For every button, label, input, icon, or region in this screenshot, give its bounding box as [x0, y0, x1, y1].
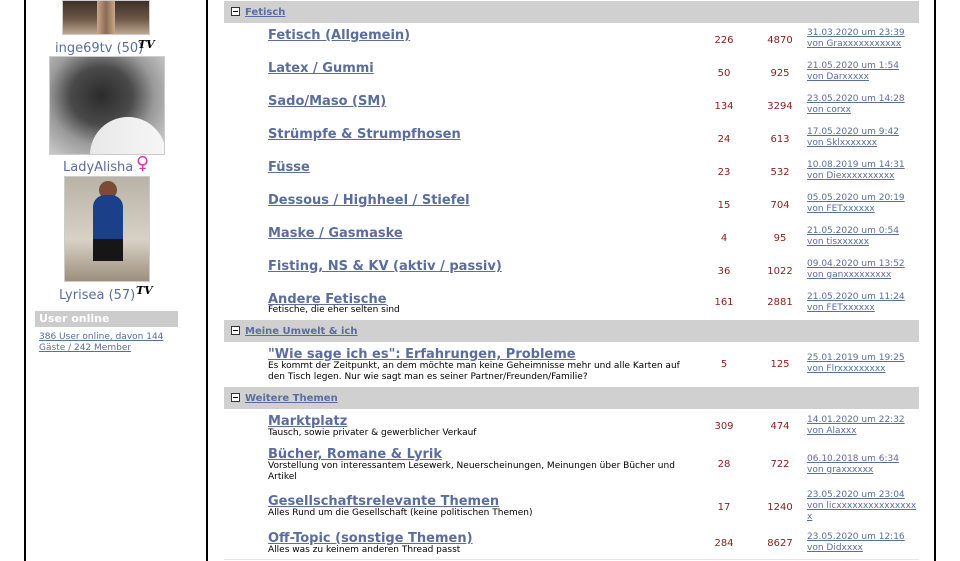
post-count: 704: [770, 200, 790, 211]
last-post-author[interactable]: von Alaxxx: [807, 426, 857, 436]
thread-count: 36: [717, 266, 731, 277]
last-post[interactable]: [807, 454, 919, 476]
forum-title-link[interactable]: Strümpfe & Strumpfhosen: [268, 127, 461, 142]
user-link-inge69tv[interactable]: inge69tv (50): [55, 41, 144, 56]
post-count: 532: [770, 167, 790, 178]
last-post-author[interactable]: von graxxxxxx: [807, 465, 874, 475]
user-online-link[interactable]: 386 User online, davon 144 Gäste / 242 Member: [39, 332, 164, 353]
post-count: 925: [770, 68, 790, 79]
row-divider: [224, 559, 919, 560]
last-post-date[interactable]: 21.05.2020 um 0:54: [807, 226, 899, 236]
last-post[interactable]: [807, 490, 917, 523]
post-count: 4870: [767, 35, 793, 46]
post-count: 474: [770, 421, 790, 432]
last-post[interactable]: [807, 532, 919, 554]
last-post-author[interactable]: von licxxxxxxxxxxxxxxxx: [807, 501, 917, 522]
tv-badge-icon: TV: [136, 284, 153, 297]
post-count: 125: [770, 359, 790, 370]
last-post-date[interactable]: 21.05.2020 um 11:24: [807, 292, 905, 302]
last-post[interactable]: [807, 259, 919, 281]
last-post-author[interactable]: von FETxxxxxx: [807, 204, 875, 214]
thread-count: 50: [717, 68, 731, 79]
last-post-date[interactable]: 05.05.2020 um 20:19: [807, 193, 905, 203]
last-post-author[interactable]: von tisxxxxxx: [807, 237, 870, 247]
thread-count: 284: [714, 538, 734, 549]
forum-title-link[interactable]: Andere Fetische: [268, 292, 387, 307]
last-post[interactable]: [807, 353, 919, 375]
last-post[interactable]: [807, 28, 919, 50]
forum-title-link[interactable]: Latex / Gummi: [268, 61, 374, 76]
page-frame: [24, 0, 936, 561]
last-post-date[interactable]: 21.05.2020 um 1:54: [807, 61, 899, 71]
last-post-date[interactable]: 23.05.2020 um 12:16: [807, 532, 905, 542]
thread-count: 161: [714, 297, 734, 308]
last-post[interactable]: [807, 127, 919, 149]
category-header-weitere: [224, 387, 919, 409]
post-count: 8627: [767, 538, 793, 549]
last-post-date[interactable]: 06.10.2018 um 6:34: [807, 454, 899, 464]
thread-count: 24: [717, 134, 731, 145]
last-post-author[interactable]: von FETxxxxxx: [807, 303, 875, 313]
collapse-toggle-icon[interactable]: [231, 393, 240, 402]
post-count: 95: [773, 233, 787, 244]
forum-title-link[interactable]: Gesellschaftsrelevante Themen: [268, 494, 500, 509]
forum-description: Vorstellung von interessantem Lesewerk, Neuerscheinungen, Meinungen über Bücher und Artikel: [268, 461, 675, 482]
category-header-fetisch: [224, 1, 919, 23]
user-link-lyrisea[interactable]: Lyrisea (57): [59, 288, 136, 303]
last-post-author[interactable]: von Flrxxxxxxxxx: [807, 364, 886, 374]
last-post-date[interactable]: 23.05.2020 um 14:28: [807, 94, 905, 104]
last-post-date[interactable]: 10.08.2019 um 14:31: [807, 160, 905, 170]
post-count: 613: [770, 134, 790, 145]
category-link[interactable]: Fetisch: [245, 7, 286, 18]
last-post-author[interactable]: von ganxxxxxxxxx: [807, 270, 892, 280]
user-avatar-ladyalisha[interactable]: [49, 56, 165, 155]
thread-count: 226: [714, 35, 734, 46]
last-post-date[interactable]: 23.05.2020 um 23:04: [807, 490, 905, 500]
forum-title-link[interactable]: Maske / Gasmaske: [268, 226, 403, 241]
user-online-title: User online: [39, 312, 110, 325]
thread-count: 28: [717, 459, 731, 470]
last-post-date[interactable]: 09.04.2020 um 13:52: [807, 259, 905, 269]
collapse-toggle-icon[interactable]: [231, 326, 240, 335]
female-symbol-icon: ♀: [136, 153, 150, 174]
thread-count: 23: [717, 167, 731, 178]
last-post[interactable]: [807, 61, 919, 83]
user-avatar-inge69tv[interactable]: [62, 0, 150, 35]
last-post[interactable]: [807, 415, 919, 437]
last-post-author[interactable]: von Darxxxxx: [807, 72, 869, 82]
user-online-header: [35, 311, 178, 327]
last-post[interactable]: [807, 292, 919, 314]
thread-count: 309: [714, 421, 734, 432]
last-post-author[interactable]: von Graxxxxxxxxxxx: [807, 39, 902, 49]
forum-title-link[interactable]: Off-Topic (sonstige Themen): [268, 531, 473, 546]
thread-count: 5: [720, 359, 728, 370]
last-post-author[interactable]: von corxx: [807, 105, 851, 115]
thread-count: 4: [720, 233, 728, 244]
last-post[interactable]: [807, 193, 919, 215]
forum-title-link[interactable]: Sado/Maso (SM): [268, 94, 387, 109]
forum-title-link[interactable]: "Wie sage ich es": Erfahrungen, Probleme: [268, 347, 576, 362]
forum-title-link[interactable]: Fetisch (Allgemein): [268, 28, 411, 43]
last-post-date[interactable]: 31.03.2020 um 23:39: [807, 28, 905, 38]
last-post[interactable]: [807, 226, 919, 248]
last-post[interactable]: [807, 94, 919, 116]
forum-title-link[interactable]: Fisting, NS & KV (aktiv / passiv): [268, 259, 502, 274]
forum-description: Fetische, die eher selten sind: [268, 305, 400, 315]
forum-title-link[interactable]: Füsse: [268, 160, 310, 175]
last-post-author[interactable]: von Didxxxx: [807, 543, 863, 553]
post-count: 2881: [767, 297, 793, 308]
collapse-toggle-icon[interactable]: [231, 7, 240, 16]
category-link[interactable]: Meine Umwelt & ich: [245, 326, 358, 337]
forum-description: Tausch, sowie privater & gewerblicher Verkauf: [268, 428, 477, 438]
sidebar: [26, 0, 206, 561]
thread-count: 15: [717, 200, 731, 211]
post-count: 722: [770, 459, 790, 470]
last-post-author[interactable]: von Diexxxxxxxxxx: [807, 171, 895, 181]
forum-description: Alles was zu keinem anderen Thread passt: [268, 545, 461, 555]
last-post-date[interactable]: 17.05.2020 um 9:42: [807, 127, 899, 137]
thread-count: 134: [714, 101, 734, 112]
post-count: 1240: [767, 502, 793, 513]
last-post-author[interactable]: von Sklxxxxxxx: [807, 138, 878, 148]
thread-count: 17: [717, 502, 731, 513]
user-link-ladyalisha[interactable]: LadyAlisha: [63, 160, 134, 175]
last-post-date[interactable]: 25.01.2019 um 19:25: [807, 353, 905, 363]
post-count: 1022: [767, 266, 793, 277]
category-link[interactable]: Weitere Themen: [245, 393, 338, 404]
forum-title-link[interactable]: Dessous / Highheel / Stiefel: [268, 193, 470, 208]
sidebar-divider: [206, 0, 208, 561]
forum-title-link[interactable]: Bücher, Romane & Lyrik: [268, 447, 443, 462]
forum-description: Es kommt der Zeitpunkt, an dem möchte man keine Geheimnisse mehr und alle Karten auf den Tisch legen. Nur wie sagt man es seiner Partner/Freunden/Familie?: [268, 361, 680, 382]
last-post[interactable]: [807, 160, 919, 182]
post-count: 3294: [767, 101, 793, 112]
forum-description: Alles Rund um die Gesellschaft (keine politischen Themen): [268, 508, 533, 518]
tv-badge-icon: TV: [138, 38, 155, 51]
forum-list: [224, 0, 919, 561]
category-header-umwelt: [224, 320, 919, 342]
user-avatar-lyrisea[interactable]: [64, 176, 150, 282]
last-post-date[interactable]: 14.01.2020 um 22:32: [807, 415, 905, 425]
forum-title-link[interactable]: Marktplatz: [268, 414, 348, 429]
